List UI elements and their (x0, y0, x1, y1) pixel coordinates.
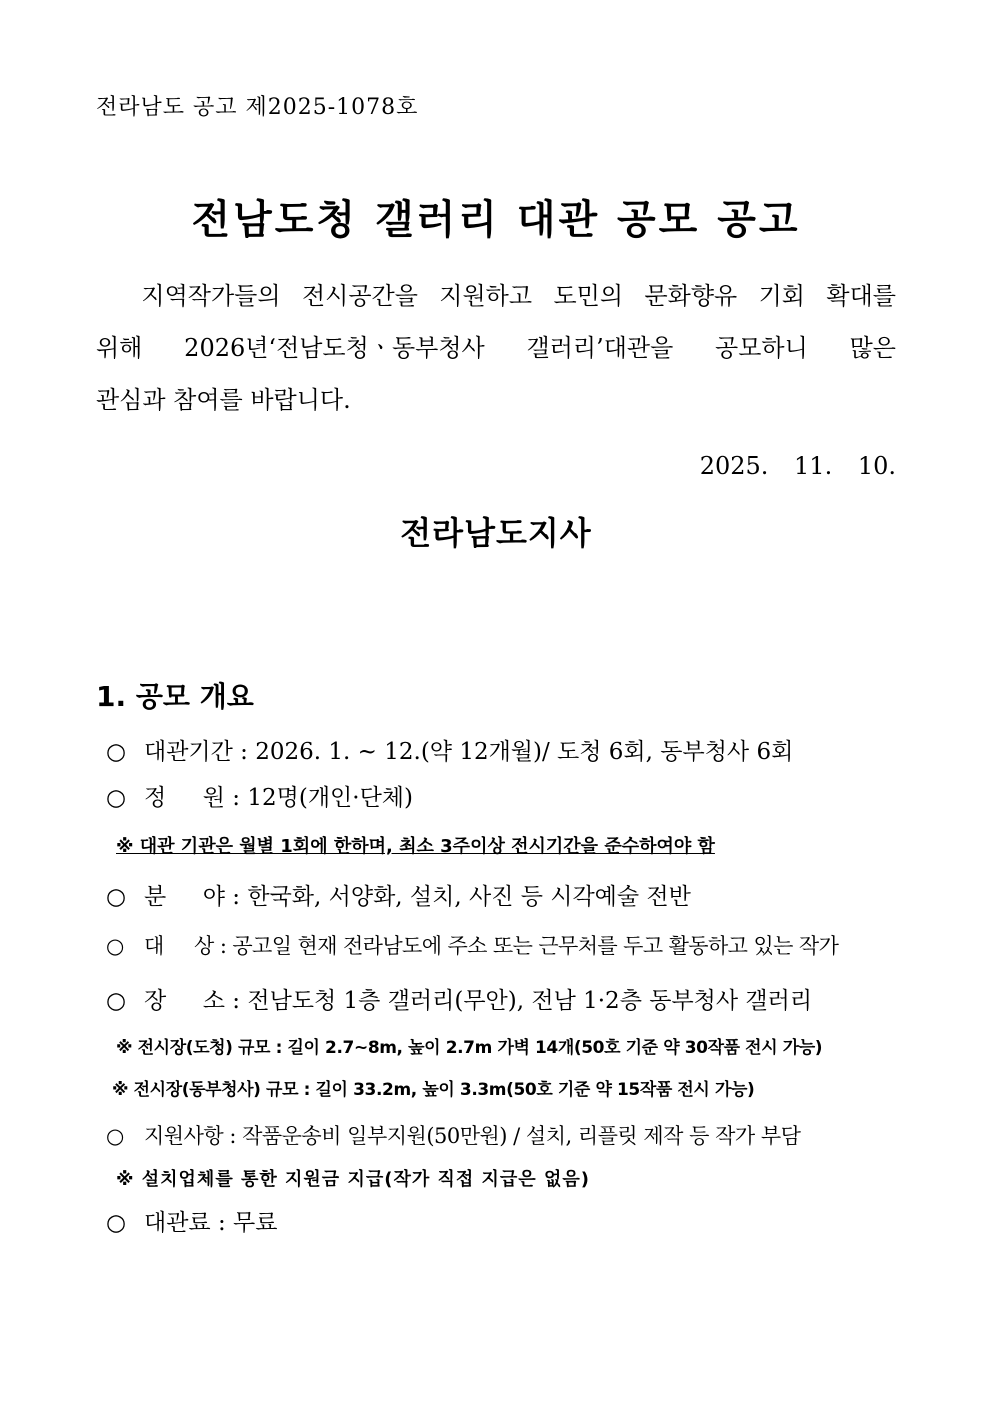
intro-word: 갤러리’대관을 (526, 334, 674, 362)
item-text: 장 소 : 전남도청 1층 갤러리(무안), 전남 1·2층 동부청사 갤러리 (144, 988, 813, 1014)
intro-word: 많은 (849, 334, 896, 362)
notice-date: 2025. 11. 10. (699, 452, 896, 480)
intro-word: 기회 (758, 282, 805, 310)
intro-word: 확대를 (826, 282, 896, 310)
item-text: 대 상 : 공고일 현재 전라남도에 주소 또는 근무처를 두고 활동하고 있는 작가 (144, 934, 839, 958)
note-period: ※ 대관 기관은 월별 1회에 한하며, 최소 3주이상 전시기간을 준수하여야 함 (116, 836, 715, 857)
intro-word: 문화향유 (644, 282, 738, 310)
note-support: ※ 설치업체를 통한 지원금 지급(작가 직접 지급은 없음) (116, 1169, 590, 1190)
circle-bullet-icon: ○ (106, 1210, 127, 1236)
document-title: 전남도청 갤러리 대관 공모 공고 (191, 197, 801, 243)
item-text: 분 야 : 한국화, 서양화, 설치, 사진 등 시각예술 전반 (144, 884, 691, 910)
intro-word: 도민의 (553, 282, 624, 310)
circle-bullet-icon: ○ (106, 785, 127, 811)
intro-word: 위해 (96, 334, 143, 362)
section-heading: 1. 공모 개요 (96, 680, 254, 713)
circle-bullet-icon: ○ (106, 934, 125, 958)
intro-word: 공모하니 (715, 334, 808, 362)
item-place (106, 982, 812, 1015)
item-text: 지원사항 : 작품운송비 일부지원(50만원) / 설치, 리플릿 제작 등 작가 부담 (144, 1124, 801, 1148)
issuer-name: 전라남도지사 (400, 514, 592, 552)
notice-number: 전라남도 공고 제2025-1078호 (96, 95, 419, 120)
item-text: 대관료 : 무료 (144, 1210, 278, 1236)
circle-bullet-icon: ○ (106, 1124, 125, 1148)
note-hall-dongbu: ※ 전시장(동부청사) 규모 : 길이 33.2m, 높이 3.3m(50호 기준 약 15작품 전시 가능) (112, 1080, 755, 1100)
item-text: 대관기간 : 2026. 1. ~ 12.(약 12개월)/ 도청 6회, 동부청사 6회 (144, 739, 794, 765)
intro-word: 지역작가들의 (141, 282, 281, 310)
intro-line-1 (96, 270, 896, 322)
circle-bullet-icon: ○ (106, 739, 127, 765)
item-period (106, 733, 793, 766)
item-support (106, 1120, 800, 1150)
item-field (106, 878, 691, 911)
item-text: 정 원 : 12명(개인·단체) (144, 785, 413, 811)
circle-bullet-icon: ○ (106, 988, 127, 1014)
item-target (106, 930, 838, 960)
note-hall-dochung: ※ 전시장(도청) 규모 : 길이 2.7~8m, 높이 2.7m 가벽 14개(50호 기준 약 30작품 전시 가능) (116, 1038, 823, 1058)
intro-word: 전시공간을 (301, 282, 418, 310)
item-capacity (106, 779, 413, 812)
intro-line-3: 관심과 참여를 바랍니다. (96, 386, 351, 414)
intro-paragraph (96, 270, 896, 426)
item-fee (106, 1204, 277, 1237)
intro-word: 지원하고 (439, 282, 533, 310)
intro-line-2 (96, 322, 896, 374)
circle-bullet-icon: ○ (106, 884, 127, 910)
intro-word: 2026년‘전남도청ㆍ동부청사 (184, 334, 485, 362)
